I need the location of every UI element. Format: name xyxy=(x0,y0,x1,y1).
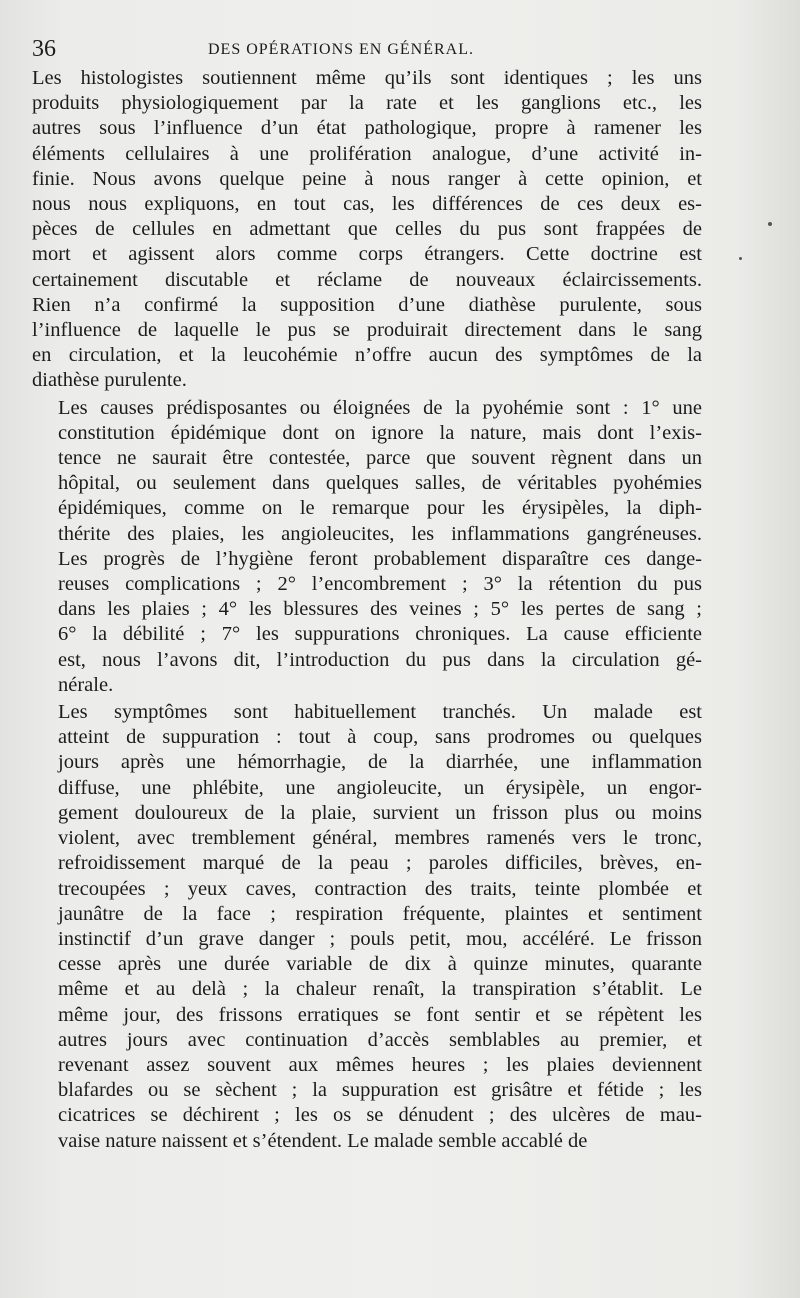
body-text xyxy=(32,66,702,1154)
text-line: thérite des plaies, les angioleucites, les inflammations gangréneuses. xyxy=(58,522,702,545)
text-line: tence ne saurait être contestée, parce que souvent règnent dans un xyxy=(58,447,702,470)
text-line: vaise nature naissent et s’étendent. Le malade semble accablé de xyxy=(58,1129,588,1152)
text-line: nérale. xyxy=(58,673,114,696)
text-line: l’influence de laquelle le pus se produirait directement dans le sang xyxy=(32,319,702,342)
text-line: produits physiologiquement par la rate et les ganglions etc., les xyxy=(32,92,702,115)
text-line: gement douloureux de la plaie, survient un frisson plus ou moins xyxy=(58,801,702,824)
text-line: diathèse purulente. xyxy=(32,369,187,392)
text-line: cesse après une durée variable de dix à quinze minutes, quarante xyxy=(58,953,702,976)
page-number: 36 xyxy=(32,36,56,62)
text-line: Rien n’a confirmé la supposition d’une diathèse purulente, sous xyxy=(32,293,702,316)
text-line: cicatrices se déchirent ; les os se dénudent ; des ulcères de mau- xyxy=(58,1104,702,1127)
text-line: pèces de cellules en admettant que celles du pus sont frappées de xyxy=(32,218,702,241)
text-line: autres jours avec continuation d’accès semblables au premier, et xyxy=(58,1028,702,1051)
text-line: trecoupées ; yeux caves, contraction des traits, teinte plombée et xyxy=(58,877,702,900)
text-line: reuses complications ; 2° l’encombrement ; 3° la rétention du pus xyxy=(58,573,702,596)
text-line: hôpital, ou seulement dans quelques salles, de véritables pyohémies xyxy=(58,472,702,495)
text-line: jaunâtre de la face ; respiration fréquente, plaintes et sentiment xyxy=(58,902,702,925)
text-line: est, nous l’avons dit, l’introduction du pus dans la circulation gé- xyxy=(58,648,702,671)
text-line: revenant assez souvent aux mêmes heures ; les plaies deviennent xyxy=(58,1053,702,1076)
print-speck xyxy=(768,222,772,226)
paragraph xyxy=(32,396,702,698)
text-line: épidémiques, comme on le remarque pour les érysipèles, la diph- xyxy=(58,497,702,520)
text-line: même jour, des frissons erratiques se font sentir et se répètent les xyxy=(58,1003,702,1026)
text-line: constitution épidémique dont on ignore la nature, mais dont l’exis- xyxy=(58,421,702,444)
running-head xyxy=(32,34,762,64)
text-line: mort et agissent alors comme corps étrangers. Cette doctrine est xyxy=(32,243,702,266)
text-line: instinctif d’un grave danger ; pouls petit, mou, accéléré. Le frisson xyxy=(58,927,702,950)
text-line: 6° la débilité ; 7° les suppurations chroniques. La cause efficiente xyxy=(58,623,702,646)
text-line: refroidissement marqué de la peau ; paroles difficiles, brèves, en- xyxy=(58,852,702,875)
text-line: éléments cellulaires à une prolifération analogue, d’une activité in- xyxy=(32,142,702,165)
text-line: blafardes ou se sèchent ; la suppuration est grisâtre et fétide ; les xyxy=(58,1079,702,1102)
text-line: finie. Nous avons quelque peine à nous ranger à cette opinion, et xyxy=(32,167,702,190)
running-title: DES OPÉRATIONS EN GÉNÉRAL. xyxy=(208,41,474,58)
text-line: en circulation, et la leucohémie n’offre aucun des symptômes de la xyxy=(32,344,702,367)
print-speck xyxy=(739,257,742,260)
text-line: atteint de suppuration : tout à coup, sans prodromes ou quelques xyxy=(58,726,702,749)
text-line: certainement discutable et réclame de nouveaux éclaircissements. xyxy=(32,268,702,291)
text-line: dans les plaies ; 4° les blessures des veines ; 5° les pertes de sang ; xyxy=(58,598,702,621)
text-line: autres sous l’influence d’un état pathologique, propre à ramener les xyxy=(32,117,702,140)
text-line: Les causes prédisposantes ou éloignées de la pyohémie sont : 1° une xyxy=(58,396,702,419)
text-line: jours après une hémorrhagie, de la diarrhée, une inflammation xyxy=(58,751,702,774)
paragraph xyxy=(32,66,702,394)
text-line: même et au delà ; la chaleur renaît, la transpiration s’établit. Le xyxy=(58,978,702,1001)
text-line: Les histologistes soutiennent même qu’ils sont identiques ; les uns xyxy=(32,67,702,89)
text-line: Les progrès de l’hygiène feront probablement disparaître ces dange- xyxy=(58,547,702,570)
text-line: nous nous expliquons, en tout cas, les différences de ces deux es- xyxy=(32,193,702,216)
text-line: Les symptômes sont habituellement tranchés. Un malade est xyxy=(58,701,702,724)
text-line: diffuse, une phlébite, une angioleucite, un érysipèle, un engor- xyxy=(58,776,702,799)
text-line: violent, avec tremblement général, membres ramenés vers le tronc, xyxy=(58,827,702,850)
paragraph xyxy=(32,700,702,1154)
